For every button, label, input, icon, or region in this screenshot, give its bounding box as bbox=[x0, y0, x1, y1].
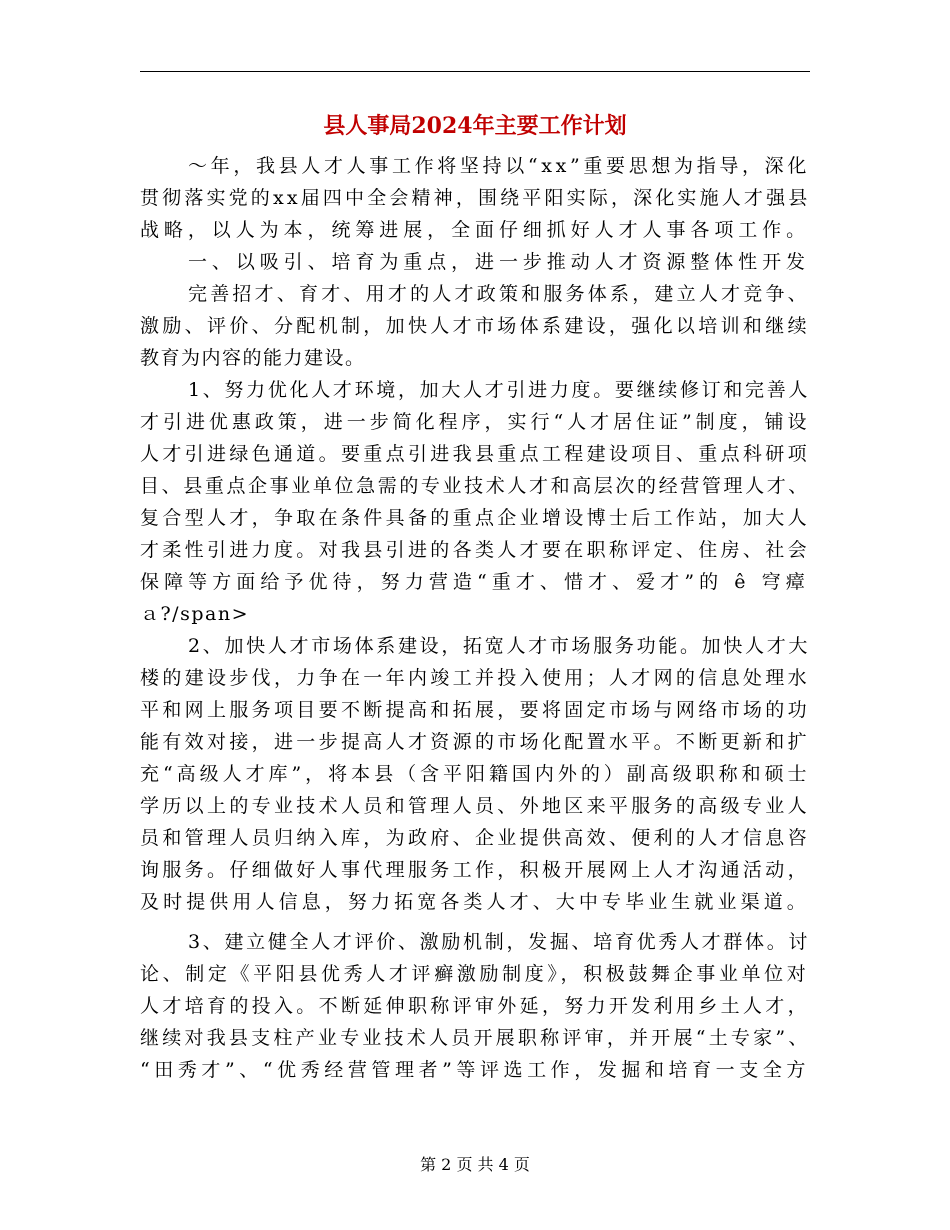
paragraph-line: 询服务。仔细做好人事代理服务工作，积极开展网上人才沟通活动， bbox=[140, 859, 810, 881]
page-number-footer: 第 2 页 共 4 页 bbox=[420, 1155, 530, 1174]
header-rule bbox=[140, 71, 810, 72]
paragraph-line: 复合型人才，争取在条件具备的重点企业增设博士后工作站，加大人 bbox=[140, 507, 810, 529]
paragraph-line: 战略，以人为本，统筹进展，全面仔细抓好人才人事各项工作。 bbox=[140, 219, 811, 241]
paragraph-line: 1、努力优化人才环境，加大人才引进力度。要继续修订和完善人 bbox=[188, 379, 811, 401]
paragraph-line: 3、建立健全人才评价、激励机制，发掘、培育优秀人才群体。讨 bbox=[188, 931, 811, 953]
section-heading: 一、以吸引、培育为重点，进一步推动人才资源整体性开发 bbox=[188, 251, 810, 273]
paragraph-line: 目、县重点企事业单位急需的专业技术人才和高层次的经营管理人才、 bbox=[140, 475, 810, 497]
paragraph-line: 人才引进绿色通道。要重点引进我县重点工程建设项目、重点科研项 bbox=[140, 443, 810, 465]
paragraph-line: 充“高级人才库”，将本县（含平阳籍国内外的）副高级职称和硕士 bbox=[140, 763, 811, 785]
paragraph-line: 保障等方面给予优待，努力营造“重才、惜才、爱才”的 ê 穹瘴 bbox=[140, 571, 810, 593]
paragraph-line: 才柔性引进力度。对我县引进的各类人才要在职称评定、住房、社会 bbox=[140, 539, 810, 561]
paragraph-line: 完善招才、育才、用才的人才政策和服务体系，建立人才竞争、 bbox=[188, 283, 810, 305]
paragraph-line: 及时提供用人信息，努力拓宽各类人才、大中专毕业生就业渠道。 bbox=[140, 891, 810, 913]
paragraph-line: 能有效对接，进一步提高人才资源的市场化配置水平。不断更新和扩 bbox=[140, 731, 810, 753]
paragraph-line: 论、制定《平阳县优秀人才评癣激励制度》，积极鼓舞企事业单位对 bbox=[140, 963, 810, 985]
paragraph-line: 贯彻落实党的xx届四中全会精神，围绕平阳实际，深化实施人才强县 bbox=[140, 187, 811, 209]
paragraph-line: 继续对我县支柱产业专业技术人员开展职称评审，并开展“土专家”、 bbox=[140, 1027, 811, 1049]
paragraph-line: ～年，我县人才人事工作将坚持以“xx”重要思想为指导，深化 bbox=[188, 155, 810, 177]
paragraph-line: ａ?/span> bbox=[140, 603, 249, 625]
paragraph-line: 2、加快人才市场体系建设，拓宽人才市场服务功能。加快人才大 bbox=[188, 635, 811, 657]
document-title: 县人事局2024年主要工作计划 bbox=[323, 113, 627, 139]
paragraph-line: 教育为内容的能力建设。 bbox=[140, 347, 366, 369]
paragraph-line: 平和网上服务项目要不断提高和拓展，要将固定市场与网络市场的功 bbox=[140, 699, 810, 721]
paragraph-line: 楼的建设步伐，力争在一年内竣工并投入使用；人才网的信息处理水 bbox=[140, 667, 810, 689]
paragraph-line: 才引进优惠政策，进一步简化程序，实行“人才居住证”制度，铺设 bbox=[140, 411, 811, 433]
paragraph-line: 员和管理人员归纳入库，为政府、企业提供高效、便利的人才信息咨 bbox=[140, 827, 810, 849]
paragraph-line: “田秀才”、“优秀经营管理者”等评选工作，发掘和培育一支全方 bbox=[140, 1059, 810, 1081]
paragraph-line: 人才培育的投入。不断延伸职称评审外延，努力开发利用乡土人才， bbox=[140, 995, 810, 1017]
paragraph-line: 激励、评价、分配机制，加快人才市场体系建设，强化以培训和继续 bbox=[140, 315, 810, 337]
paragraph-line: 学历以上的专业技术人员和管理人员、外地区来平服务的高级专业人 bbox=[140, 795, 810, 817]
